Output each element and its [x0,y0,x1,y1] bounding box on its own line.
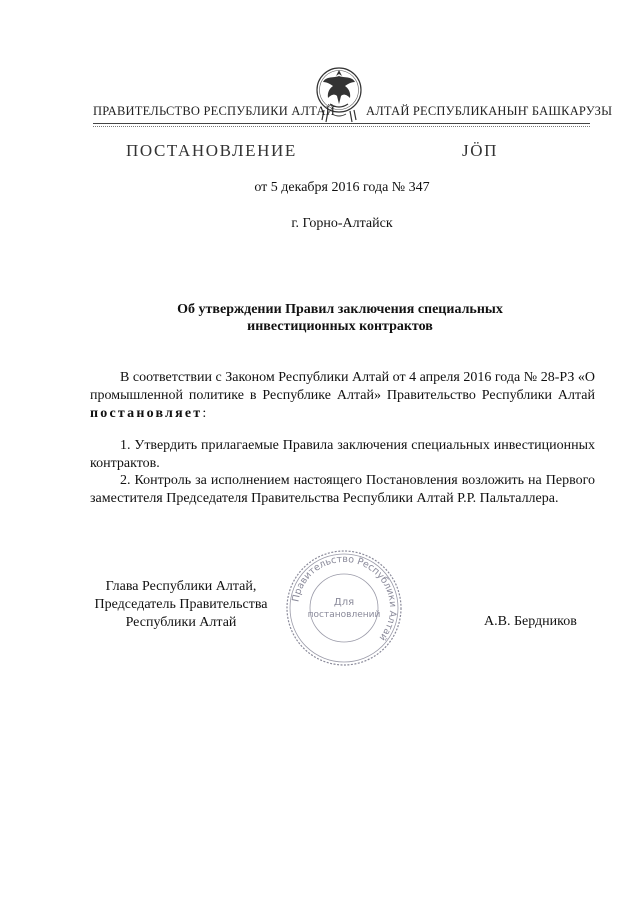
document-type-russian: ПОСТАНОВЛЕНИЕ [126,141,297,160]
preamble-paragraph [90,369,595,423]
document-title-line2: инвестиционных контрактов [247,319,433,334]
document-title [90,301,590,335]
official-stamp [284,548,404,668]
signatory-title-line2: Председатель Правительства [94,597,268,612]
stamp-center-line1: Для [333,597,355,608]
stamp-ring-text: Правительство Республики Алтай [290,553,399,643]
header-rule [93,123,590,124]
signatory-name: А.В. Бердников [484,614,577,629]
document-type-altai: JÖП [462,141,498,160]
government-name-altai: АЛТАЙ РЕСПУБЛИКАНЫҤ БАШКАРУЗЫ [366,104,613,118]
document-title-line1: Об утверждении Правил заключения специальных [177,302,503,317]
document-date-number: от 5 декабря 2016 года № 347 [254,180,430,195]
clause-1: 1. Утвердить прилагаемые Правила заключения специальных инвестиционных контрактов. [90,438,595,471]
preamble-text: В соответствии с Законом Республики Алтай от 4 апреля 2016 года № 28-РЗ «О промышленной политике в Республике Алтай» Правительство Республики Алтай [90,370,595,403]
signatory-title [85,578,277,632]
resolution-keyword: постановляет [90,406,203,421]
signatory-title-line1: Глава Республики Алтай, [105,579,257,594]
stamp-center-line2: постановлений [307,610,381,620]
header-rule-dotted [93,126,590,127]
preamble-end: : [202,406,207,421]
government-name-russian: ПРАВИТЕЛЬСТВО РЕСПУБЛИКИ АЛТАЙ [93,104,335,118]
document-city: г. Горно-Алтайск [291,216,393,231]
clause-2: 2. Контроль за исполнением настоящего Постановления возложить на Первого заместителя Председателя Правительства Республики Алтай Р.Р. Пальталлера. [90,473,595,506]
signatory-title-line3: Республики Алтай [125,615,237,630]
